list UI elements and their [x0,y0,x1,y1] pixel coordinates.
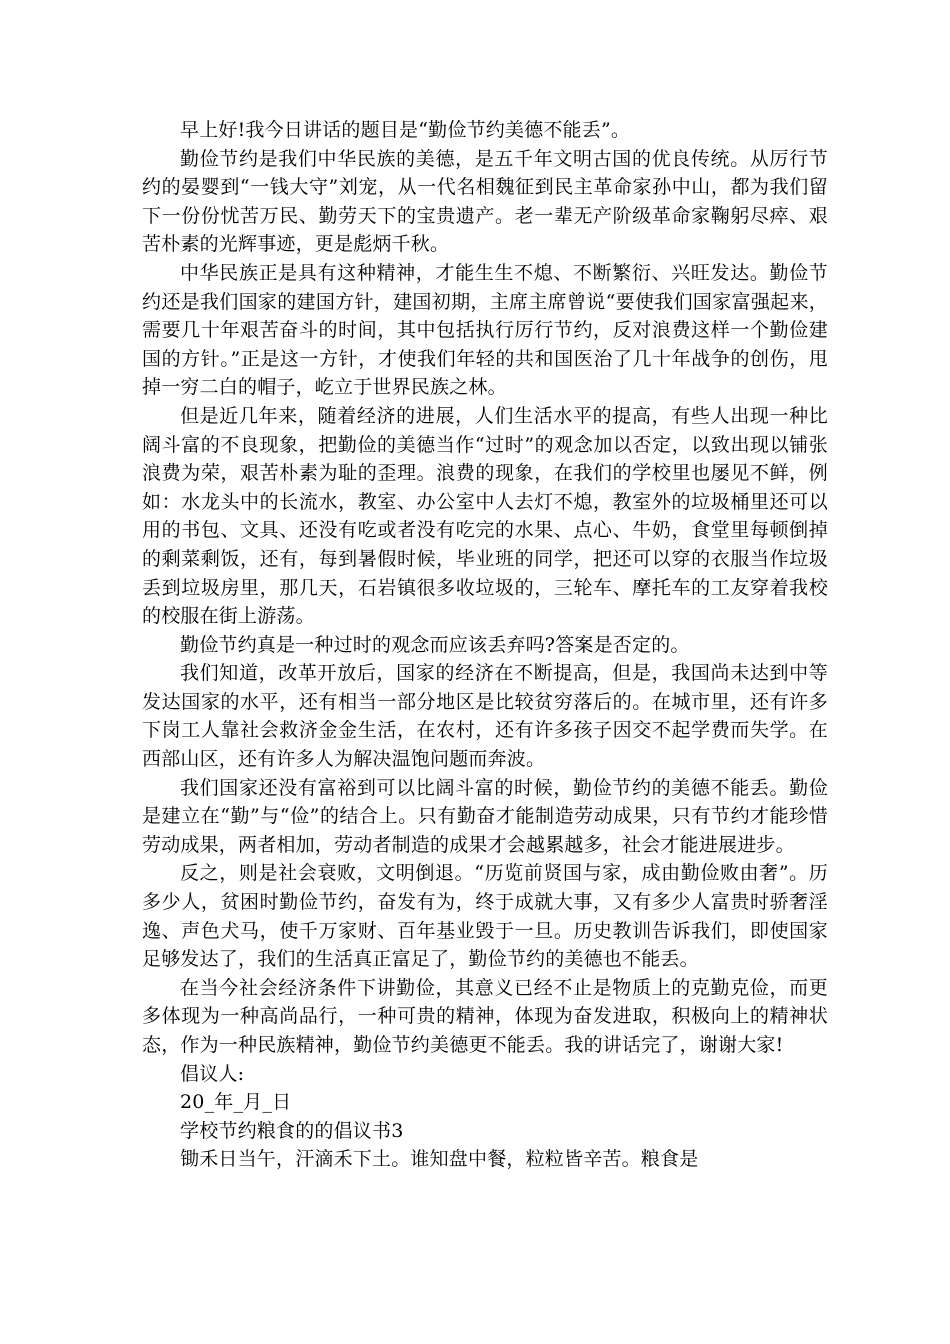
section-title: 学校节约粮食的的倡议书3 [180,1119,404,1142]
paragraph-greeting: 早上好!我今日讲话的题目是“勤俭节约美德不能丢”。 [180,119,631,141]
paragraph-economy: 我们知道，改革开放后，国家的经济在不断提高，但是，我国尚未达到中等发达国家的水平，还有相当一部分地区是比较贫穷落后的。在城市里，还有许多下岗工人靠社会救济金金生活，在农村，还有许多孩子因交不起学费而失学。在西部山区，还有许多人为解决温饱问题而奔波。 [142,662,828,771]
signature-label: 倡议人: [180,1062,245,1085]
date-line: 20_年_月_日 [180,1091,292,1114]
paragraph-poem: 锄禾日当午，汗滴禾下土。谁知盘中餐，粒粒皆辛苦。粮食是 [180,1148,699,1171]
paragraph-virtue: 勤俭节约是我们中华民族的美德，是五千年文明古国的优良传统。从厉行节约的晏婴到“一钱大守”刘宠，从一代名相魏征到民主革命家孙中山，都为我们留下一份份忧苦万民、勤劳天下的宝贵遗产。老一辈无产阶级革命家鞠躬尽瘁、艰苦朴素的光辉事迹，更是彪炳千秋。 [142,147,828,256]
paragraph-national-policy: 中华民族正是具有这种精神，才能生生不熄、不断繁衍、兴旺发达。勤俭节约还是我们国家的建国方针，建国初期，主席主席曾说“要使我们国家富强起来，需要几十年艰苦奋斗的时间，其中包括执行厉行节约，反对浪费这样一个勤俭建国的方针。”正是这一方针，才使我们年轻的共和国医治了几十年战争的创伤，甩掉一穷二白的帽子，屹立于世界民族之林。 [142,261,828,399]
paragraph-diligence: 我们国家还没有富裕到可以比阔斗富的时候，勤俭节约的美德不能丢。勤俭是建立在“勤”与“俭”的结合上。只有勤奋才能制造劳动成果，只有节约才能珍惜劳动成果，两者相加，劳动者制造的成果才会越累越多，社会才能进展进步。 [142,776,828,856]
paragraph-conclusion: 在当今社会经济条件下讲勤俭，其意义已经不止是物质上的克勤克俭，而更多体现为一种高尚品行，一种可贵的精神，体现为奋发进取，积极向上的精神状态，作为一种民族精神，勤俭节约美德更不能丢。我的讲话完了，谢谢大家! [142,976,828,1056]
paragraph-waste: 但是近几年来，随着经济的进展，人们生活水平的提高，有些人出现一种比阔斗富的不良现象，把勤俭的美德当作“过时”的观念加以否定，以致出现以铺张浪费为荣，艰苦朴素为耻的歪理。浪费的现象，在我们的学校里也屡见不鲜，例如：水龙头中的长流水，教室、办公室中人去灯不熄，教室外的垃圾桶里还可以用的书包、文具、还没有吃或者没有吃完的水果、点心、牛奶，食堂里每顿倒掉的剩菜剩饭，还有，每到暑假时候，毕业班的同学，把还可以穿的衣服当作垃圾丢到垃圾房里，那几天，石岩镇很多收垃圾的，三轮车、摩托车的工友穿着我校的校服在街上游荡。 [142,404,828,628]
paragraph-question: 勤俭节约真是一种过时的观念而应该丢弃吗?答案是否定的。 [180,633,690,656]
paragraph-history: 反之，则是社会衰败，文明倒退。“历览前贤国与家，成由勤俭败由奢”。历多少人，贫困时勤俭节约，奋发有为，终于成就大事，又有多少人富贵时骄奢淫逸、声色犬马，使千万家财、百年基业毁于一旦。历史教训告诉我们，即使国家足够发达了，我们的生活真正富足了，勤俭节约的美德也不能丢。 [142,862,828,971]
